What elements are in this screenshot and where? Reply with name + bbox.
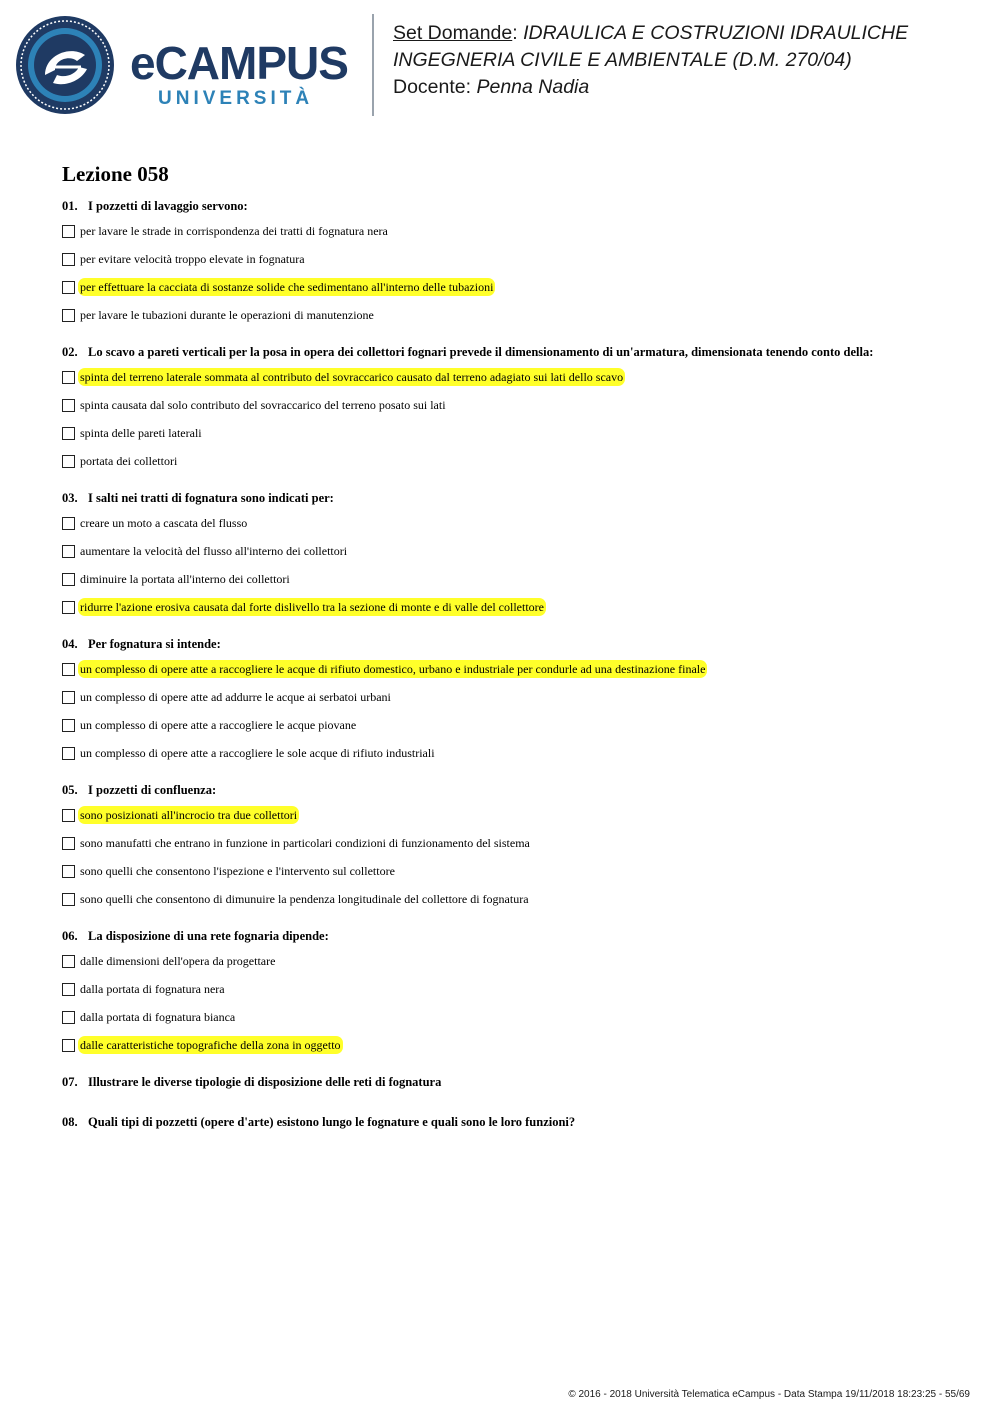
- course-title: IDRAULICA E COSTRUZIONI IDRAULICHE: [523, 22, 909, 44]
- answer-checkbox[interactable]: [62, 253, 75, 266]
- question-text: Per fognatura si intende:: [88, 637, 221, 651]
- answer-text: per lavare le strade in corrispondenza dei tratti di fognatura nera: [80, 224, 388, 238]
- answer-checkbox[interactable]: [62, 601, 75, 614]
- question-list: [62, 197, 962, 1153]
- question-text: Quali tipi di pozzetti (opere d'arte) esistono lungo le fognature e quali sono le loro funzioni?: [88, 1115, 576, 1129]
- answer-text-highlighted: dalle caratteristiche topografiche della zona in oggetto: [80, 1038, 341, 1052]
- question-title: [62, 343, 962, 361]
- answer-text: sono quelli che consentono di dimunuire la pendenza longitudinale del collettore di fognatura: [80, 892, 529, 906]
- question-text: La disposizione di una rete fognaria dipende:: [88, 929, 329, 943]
- answer-text-highlighted: ridurre l'azione erosiva causata dal forte dislivello tra la sezione di monte e di valle del collettore: [80, 600, 544, 614]
- question-title: [62, 781, 962, 799]
- answer-checkbox[interactable]: [62, 281, 75, 294]
- question-item: [62, 1073, 962, 1113]
- teacher-name: Penna Nadia: [476, 76, 590, 98]
- answer-text: dalle dimensioni dell'opera da progettare: [80, 954, 276, 968]
- answer-checkbox[interactable]: [62, 1011, 75, 1024]
- answer-option[interactable]: [62, 801, 962, 829]
- question-item: [62, 781, 962, 927]
- answer-option[interactable]: [62, 217, 962, 245]
- answer-text-highlighted: sono posizionati all'incrocio tra due collettori: [80, 808, 298, 822]
- question-item: [62, 489, 962, 635]
- answer-checkbox[interactable]: [62, 809, 75, 822]
- questions-content: [62, 160, 962, 1153]
- set-label: Set Domande: [393, 22, 513, 44]
- answer-option[interactable]: [62, 593, 962, 621]
- teacher-line: [393, 74, 908, 101]
- question-item: [62, 1113, 962, 1153]
- page-footer: © 2016 - 2018 Università Telematica eCampus - Data Stampa 19/11/2018 18:23:25 - 55/69: [568, 1389, 970, 1400]
- answer-option[interactable]: [62, 509, 962, 537]
- answer-option[interactable]: [62, 363, 962, 391]
- question-number: 08.: [62, 1115, 78, 1129]
- answer-checkbox[interactable]: [62, 691, 75, 704]
- answer-checkbox[interactable]: [62, 719, 75, 732]
- teacher-label: Docente:: [393, 76, 477, 98]
- answer-checkbox[interactable]: [62, 747, 75, 760]
- answer-text: sono manufatti che entrano in funzione in particolari condizioni di funzionamento del sistema: [80, 836, 530, 850]
- question-item: [62, 927, 962, 1073]
- question-text: I pozzetti di confluenza:: [88, 783, 217, 797]
- answer-option[interactable]: [62, 391, 962, 419]
- course-line-1: [393, 20, 908, 47]
- answer-checkbox[interactable]: [62, 225, 75, 238]
- answer-option[interactable]: [62, 683, 962, 711]
- answer-checkbox[interactable]: [62, 893, 75, 906]
- course-line-2: INGEGNERIA CIVILE E AMBIENTALE (D.M. 270/04): [393, 49, 852, 71]
- ecampus-seal-logo: [15, 15, 115, 115]
- question-number: 02.: [62, 345, 78, 359]
- answer-text: portata dei collettori: [80, 454, 178, 468]
- question-item: [62, 635, 962, 781]
- answer-checkbox[interactable]: [62, 837, 75, 850]
- question-number: 04.: [62, 637, 78, 651]
- answer-option[interactable]: [62, 273, 962, 301]
- question-item: [62, 197, 962, 343]
- question-number: 01.: [62, 199, 78, 213]
- header-divider: [372, 14, 374, 116]
- answer-option[interactable]: [62, 419, 962, 447]
- question-number: 05.: [62, 783, 78, 797]
- question-title: [62, 927, 962, 945]
- answer-text: dalla portata di fognatura nera: [80, 982, 225, 996]
- question-number: 06.: [62, 929, 78, 943]
- answer-text: spinta causata dal solo contributo del sovraccarico del terreno posato sui lati: [80, 398, 446, 412]
- answer-option[interactable]: [62, 829, 962, 857]
- answer-checkbox[interactable]: [62, 573, 75, 586]
- question-number: 07.: [62, 1075, 78, 1089]
- answer-option[interactable]: [62, 655, 962, 683]
- header-info: [393, 20, 908, 101]
- answer-checkbox[interactable]: [62, 545, 75, 558]
- answer-text-highlighted: per effettuare la cacciata di sostanze solide che sedimentano all'interno delle tubazioni: [80, 280, 494, 294]
- answer-text: un complesso di opere atte a raccogliere le sole acque di rifiuto industriali: [80, 746, 435, 760]
- answer-text: aumentare la velocità del flusso all'interno dei collettori: [80, 544, 348, 558]
- answer-option[interactable]: [62, 711, 962, 739]
- answer-list: [62, 217, 962, 329]
- answer-checkbox[interactable]: [62, 371, 75, 384]
- answer-text: creare un moto a cascata del flusso: [80, 516, 248, 530]
- answer-checkbox[interactable]: [62, 955, 75, 968]
- answer-list: [62, 947, 962, 1059]
- question-text: I pozzetti di lavaggio servono:: [88, 199, 248, 213]
- question-title: [62, 197, 962, 215]
- answer-checkbox[interactable]: [62, 399, 75, 412]
- answer-text: spinta delle pareti laterali: [80, 426, 202, 440]
- question-text: Lo scavo a pareti verticali per la posa in opera dei collettori fognari prevede il dimensionamento di un'armatura, dimensionata tenendo conto della:: [88, 345, 874, 359]
- answer-option[interactable]: [62, 447, 962, 475]
- answer-option[interactable]: [62, 857, 962, 885]
- answer-list: [62, 655, 962, 767]
- question-title: [62, 635, 962, 653]
- question-title: [62, 1113, 962, 1131]
- question-title: [62, 489, 962, 507]
- answer-option[interactable]: [62, 565, 962, 593]
- answer-option[interactable]: [62, 1003, 962, 1031]
- answer-option[interactable]: [62, 537, 962, 565]
- set-separator: :: [512, 22, 524, 44]
- answer-text-highlighted: un complesso di opere atte a raccogliere le acque di rifiuto domestico, urbano e industriale per condurle ad una destinazione finale: [80, 662, 706, 676]
- answer-text: un complesso di opere atte a raccogliere le acque piovane: [80, 718, 357, 732]
- answer-option[interactable]: [62, 885, 962, 913]
- answer-checkbox[interactable]: [62, 865, 75, 878]
- answer-option[interactable]: [62, 739, 962, 767]
- answer-text-highlighted: spinta del terreno laterale sommata al contributo del sovraccarico causato dal terreno adagiato sui lati dello scavo: [80, 370, 624, 384]
- answer-checkbox[interactable]: [62, 663, 75, 676]
- answer-list: [62, 363, 962, 475]
- page-header: [0, 0, 1000, 130]
- answer-option[interactable]: [62, 947, 962, 975]
- question-item: [62, 343, 962, 489]
- question-text: I salti nei tratti di fognatura sono indicati per:: [88, 491, 334, 505]
- answer-text: per evitare velocità troppo elevate in fognatura: [80, 252, 305, 266]
- answer-checkbox[interactable]: [62, 455, 75, 468]
- question-number: 03.: [62, 491, 78, 505]
- logo-subtitle: UNIVERSITÀ: [158, 88, 314, 109]
- answer-text: diminuire la portata all'interno dei collettori: [80, 572, 290, 586]
- answer-option[interactable]: [62, 1031, 962, 1059]
- answer-list: [62, 509, 962, 621]
- answer-option[interactable]: [62, 301, 962, 329]
- answer-text: sono quelli che consentono l'ispezione e l'intervento sul collettore: [80, 864, 395, 878]
- answer-checkbox[interactable]: [62, 983, 75, 996]
- question-title: [62, 1073, 962, 1091]
- answer-option[interactable]: [62, 245, 962, 273]
- lesson-title: Lezione 058: [62, 162, 169, 186]
- question-text: Illustrare le diverse tipologie di disposizione delle reti di fognatura: [88, 1075, 442, 1089]
- answer-checkbox[interactable]: [62, 517, 75, 530]
- answer-text: dalla portata di fognatura bianca: [80, 1010, 236, 1024]
- answer-text: un complesso di opere atte ad addurre le acque ai serbatoi urbani: [80, 690, 391, 704]
- answer-option[interactable]: [62, 975, 962, 1003]
- answer-checkbox[interactable]: [62, 1039, 75, 1052]
- logo-wordmark: eCAMPUS: [130, 37, 348, 89]
- answer-text: per lavare le tubazioni durante le operazioni di manutenzione: [80, 308, 374, 322]
- answer-checkbox[interactable]: [62, 309, 75, 322]
- answer-list: [62, 801, 962, 913]
- answer-checkbox[interactable]: [62, 427, 75, 440]
